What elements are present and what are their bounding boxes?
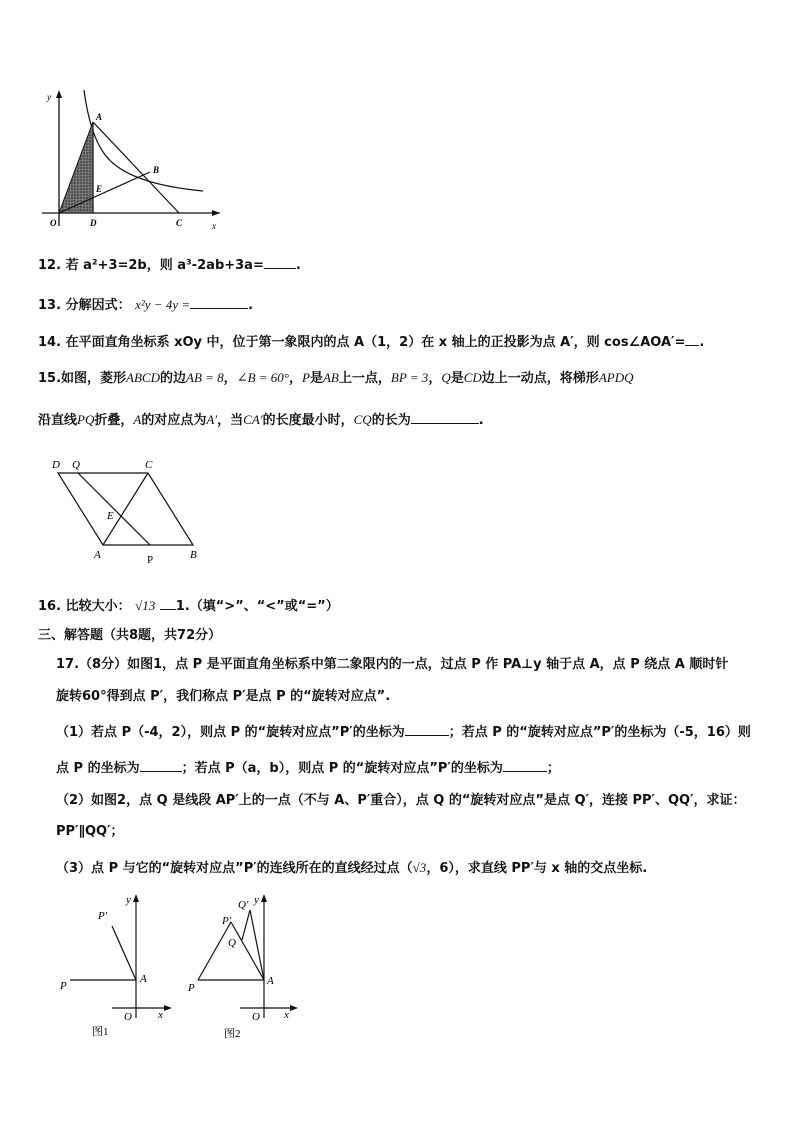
fig1-label-O: O xyxy=(50,218,57,228)
q15-text: 的对应点为 xyxy=(141,413,207,428)
f17b-label-x: x xyxy=(284,1009,289,1021)
q15-math: AB = 8 xyxy=(186,370,224,385)
fig1-label-y: y xyxy=(47,92,51,102)
q17-text: （3）点 P 与它的“旋转对应点”P′的连线所在的直线经过点（ xyxy=(56,861,413,876)
q15-text: ， xyxy=(223,371,237,386)
question-17-line-1: 17.（8分）如图1，点 P 是平面直角坐标系中第二象限内的一点，过点 P 作 PA⊥y 轴于点 A，点 P 绕点 A 顺时针 xyxy=(56,657,729,672)
question-17-line-5: （2）如图2，点 Q 是线段 AP′上的一点（不与 A、P′重合），点 Q 的“旋转对应点”是点 Q′，连接 PP′、QQ′，求证： xyxy=(56,793,746,808)
q15-text: ， xyxy=(289,371,303,386)
question-17-line-3 xyxy=(56,723,751,742)
q15-text: 如图，菱形 xyxy=(61,371,127,386)
q15-math: ∠B = 60° xyxy=(236,370,289,385)
q17-sqrt: √3 xyxy=(412,860,427,875)
q15-text: 是 xyxy=(450,371,464,386)
q16-text: 比较大小： xyxy=(65,599,131,614)
f17a-label-y: y xyxy=(126,894,131,906)
q17-text: （1）若点 P（-4，2），则点 P 的“旋转对应点”P′的坐标为 xyxy=(56,725,405,740)
fig15-label-C: C xyxy=(145,459,153,471)
q15-answer-blank xyxy=(411,411,479,424)
q14-text: 在平面直角坐标系 xOy 中，位于第一象限内的点 A（1，2）在 x 轴上的正投影为点 A′，则 cos∠AOA′= xyxy=(65,335,686,350)
q13-text: 分解因式： xyxy=(65,298,131,313)
q15-math: PQ xyxy=(77,412,95,427)
fig-rhombus xyxy=(48,455,208,570)
q15-math: APDQ xyxy=(598,370,634,385)
q17-text: ；若点 P（a，b），则点 P 的“旋转对应点”P′的坐标为 xyxy=(181,761,503,776)
fig15-label-Q: Q xyxy=(72,459,80,471)
q13-number: 13. xyxy=(38,298,62,313)
f17a-label-x: x xyxy=(158,1009,163,1021)
q13-expression: x²y − 4y = xyxy=(135,297,191,312)
q12-end: . xyxy=(295,258,301,273)
fig1-label-C: C xyxy=(176,218,183,228)
q17-answer-blank-1 xyxy=(405,723,449,736)
q15-text: 折叠， xyxy=(94,413,134,428)
question-15-line-1 xyxy=(38,369,633,388)
q15-number: 15. xyxy=(38,371,62,386)
fig1-label-D: D xyxy=(90,218,97,228)
fig1-label-E: E xyxy=(96,184,103,194)
q15-text: 沿直线 xyxy=(38,413,78,428)
fig1-label-A: A xyxy=(96,112,103,122)
q15-math: P xyxy=(302,370,310,385)
q17-answer-blank-3 xyxy=(503,759,547,772)
q15-text: ，当 xyxy=(217,413,244,428)
q15-math: ABCD xyxy=(126,370,160,385)
f17b-label-P: P xyxy=(188,982,195,994)
q15-text: 边上一动点，将梯形 xyxy=(481,371,599,386)
q12-number: 12. xyxy=(38,258,62,273)
f17b-label-Pp: P′ xyxy=(222,915,232,927)
q15-end: . xyxy=(478,413,484,428)
q17-text: ； xyxy=(546,761,560,776)
question-17-line-2: 旋转60°得到点 P′，我们称点 P′是点 P 的“旋转对应点”. xyxy=(56,689,391,704)
question-17-line-6: PP′∥QQ′； xyxy=(56,824,124,839)
q15-math: A′ xyxy=(206,412,218,427)
q16-number: 16. xyxy=(38,599,62,614)
q15-math: AB xyxy=(322,370,339,385)
q14-number: 14. xyxy=(38,335,62,350)
fig15-label-A: A xyxy=(94,549,101,561)
fig-17-2 xyxy=(180,890,305,1040)
fig1-label-x: x xyxy=(212,221,216,231)
f17b-label-Qp: Q′ xyxy=(238,899,249,911)
q15-math: A xyxy=(133,412,142,427)
q15-math: BP = 3 xyxy=(390,370,429,385)
question-17-line-4 xyxy=(56,759,560,778)
f17b-caption: 图2 xyxy=(224,1028,241,1040)
q16-answer-blank xyxy=(160,597,176,610)
q15-text: 上一点， xyxy=(338,371,391,386)
q16-text-2: 1.（填“>”、“<”或“=”） xyxy=(175,599,339,614)
q15-text: 的长度最小时， xyxy=(262,413,354,428)
question-14 xyxy=(38,333,704,352)
f17b-label-O: O xyxy=(252,1011,260,1023)
fig15-label-P: P xyxy=(147,554,154,566)
q15-text: ， xyxy=(428,371,442,386)
q17-answer-blank-2 xyxy=(140,759,182,772)
q12-answer-blank xyxy=(264,256,296,269)
f17a-label-P: P xyxy=(60,980,67,992)
question-13 xyxy=(38,296,253,315)
fig1-label-B: B xyxy=(153,165,160,175)
q16-sqrt: √13 xyxy=(135,598,156,613)
f17a-caption: 图1 xyxy=(92,1026,109,1038)
q15-math: CD xyxy=(463,370,482,385)
q17-text: ，6），求直线 PP′与 x 轴的交点坐标. xyxy=(426,861,648,876)
question-12 xyxy=(38,256,301,275)
f17a-label-Pp: P′ xyxy=(98,910,108,922)
question-15-line-2 xyxy=(38,411,484,430)
q13-answer-blank xyxy=(190,296,248,309)
fig15-label-B: B xyxy=(190,549,197,561)
q17-text: ；若点 P 的“旋转对应点”P′的坐标为（-5，16）则 xyxy=(448,725,751,740)
q15-text: 的边 xyxy=(160,371,187,386)
q13-end: . xyxy=(248,298,254,313)
q15-text: 的长为 xyxy=(371,413,411,428)
fig15-label-D: D xyxy=(52,459,60,471)
q12-text: 若 a²+3=2b，则 a³-2ab+3a= xyxy=(65,258,264,273)
q15-math: CQ xyxy=(353,412,372,427)
q14-end: . xyxy=(699,335,705,350)
f17b-label-A: A xyxy=(267,975,274,987)
fig-17-1 xyxy=(52,890,177,1040)
q14-answer-blank xyxy=(685,333,699,346)
section-3-heading: 三、解答题（共8题，共72分） xyxy=(38,628,222,643)
question-16 xyxy=(38,597,339,616)
q15-math: CA′ xyxy=(243,412,263,427)
f17a-label-O: O xyxy=(124,1011,132,1023)
fig15-label-E: E xyxy=(107,510,114,522)
question-17-line-7 xyxy=(56,859,647,878)
q17-text: 点 P 的坐标为 xyxy=(56,761,140,776)
f17b-label-y: y xyxy=(254,894,259,906)
fig-hyperbola-triangle xyxy=(38,86,228,236)
q15-text: 是 xyxy=(309,371,323,386)
f17a-label-A: A xyxy=(140,973,147,985)
f17b-label-Q: Q xyxy=(228,937,236,949)
q15-math: Q xyxy=(441,370,451,385)
